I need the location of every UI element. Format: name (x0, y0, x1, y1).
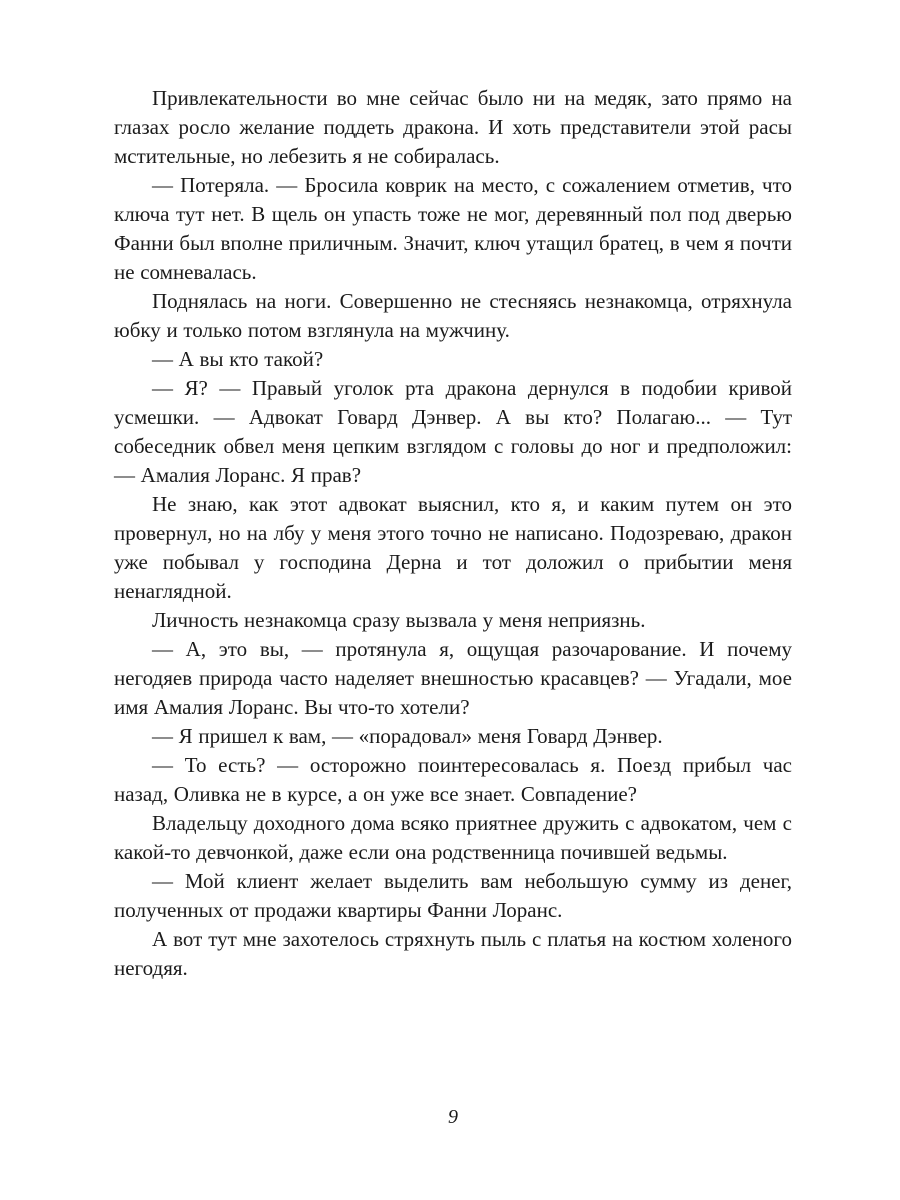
page-number: 9 (448, 1106, 458, 1128)
paragraph: Личность незнакомца сразу вызвала у меня неприязнь. (152, 608, 646, 632)
paragraph: — Потеряла. — Бросила коврик на место, с сожалением отметив, что ключа тут нет. В щель он упасть тоже не мог, деревянный пол под дверью Фанни был вполне приличным. Значит, ключ утащил братец, в чем я почти не сомневалась. (114, 173, 792, 284)
paragraph: — А, это вы, — протянула я, ощущая разочарование. И почему негодяев природа часто наделяет внешностью красавцев? — Угадали, мое имя Амалия Лоранс. Вы что-то хотели? (114, 637, 792, 719)
paragraph: — Мой клиент желает выделить вам небольшую сумму из денег, полученных от продажи квартиры Фанни Лоранс. (114, 869, 792, 922)
paragraph: Привлекательности во мне сейчас было ни на медяк, зато прямо на глазах росло желание поддеть дракона. И хоть представители этой расы мстительные, но лебезить я не собиралась. (114, 86, 792, 168)
paragraph: Владельцу доходного дома всяко приятнее дружить с адвокатом, чем с какой-то девчонкой, даже если она родственница почившей ведьмы. (114, 811, 792, 864)
paragraph: Не знаю, как этот адвокат выяснил, кто я, и каким путем он это провернул, но на лбу у меня этого точно не написано. Подозреваю, дракон уже побывал у господина Дерна и тот доложил о прибытии меня ненаглядной. (114, 492, 792, 603)
paragraph: — Я? — Правый уголок рта дракона дернулся в подобии кривой усмешки. — Адвокат Говард Дэнвер. А вы кто? Полагаю... — Тут собеседник обвел меня цепким взглядом с головы до ног и предположил: — Амалия Лоранс. Я прав? (114, 376, 792, 487)
paragraph: А вот тут мне захотелось стряхнуть пыль с платья на костюм холеного негодяя. (114, 927, 792, 980)
paragraph: — Я пришел к вам, — «порадовал» меня Говард Дэнвер. (152, 724, 663, 748)
paragraph: — То есть? — осторожно поинтересовалась я. Поезд прибыл час назад, Оливка не в курсе, а он уже все знает. Совпадение? (114, 753, 792, 806)
paragraph: — А вы кто такой? (152, 347, 324, 371)
text-block (114, 84, 792, 983)
paragraph: Поднялась на ноги. Совершенно не стесняясь незнакомца, отряхнула юбку и только потом взглянула на мужчину. (114, 289, 792, 342)
